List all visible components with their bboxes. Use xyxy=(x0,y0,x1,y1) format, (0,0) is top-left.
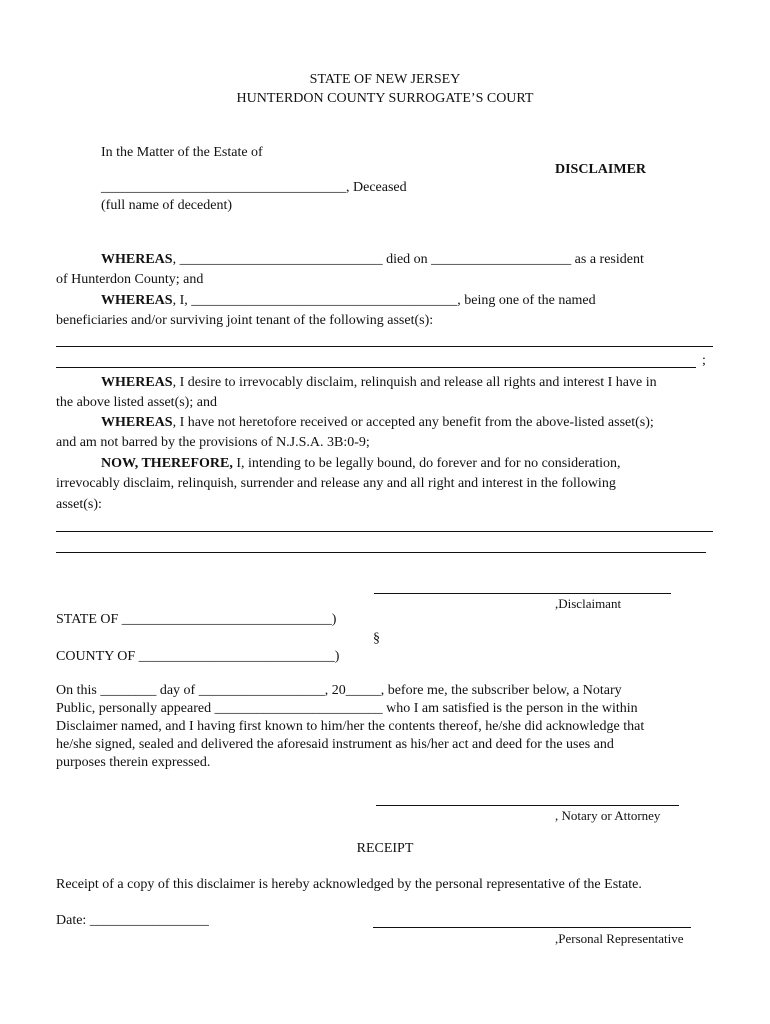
section-symbol: § xyxy=(373,631,380,646)
notary-paragraph-line-1[interactable]: On this ________ day of __________________, 20_____, before me, the subscriber below, a Notary xyxy=(56,683,622,698)
notary-paragraph-line-5: purposes therein expressed. xyxy=(56,755,211,770)
receipt-date-line[interactable]: Date: _________________ xyxy=(56,913,209,928)
notary-label: , Notary or Attorney xyxy=(555,808,661,823)
disclaimant-signature-line[interactable] xyxy=(374,593,671,594)
personal-representative-label: ,Personal Representative xyxy=(555,931,684,946)
whereas-clause-3-cont: the above listed asset(s); and xyxy=(56,395,217,410)
disclaimant-label: ,Disclaimant xyxy=(555,596,622,611)
whereas-text: , I desire to irrevocably disclaim, relinquish and release all rights and interest I have in xyxy=(172,375,657,390)
now-therefore-cont-1: irrevocably disclaim, relinquish, surrender and release any and all right and interest in the following xyxy=(56,476,616,491)
notary-paragraph-line-3: Disclaimer named, and I having first known to him/her the contents thereof, he/she did acknowledge that xyxy=(56,719,645,734)
whereas-clause-4 xyxy=(101,415,654,431)
whereas-lead: WHEREAS xyxy=(101,415,173,430)
disclaimed-asset-line-1[interactable] xyxy=(56,531,713,532)
notary-signature-line[interactable] xyxy=(376,805,679,806)
document-title: DISCLAIMER xyxy=(555,162,647,177)
whereas-lead: WHEREAS xyxy=(101,293,173,308)
whereas-text[interactable]: , I, ______________________________________, being one of the named xyxy=(172,293,596,308)
whereas-clause-1 xyxy=(101,252,644,268)
court-state-heading: STATE OF NEW JERSEY xyxy=(309,72,461,87)
whereas-clause-2 xyxy=(101,293,596,309)
decedent-name-note: (full name of decedent) xyxy=(101,198,232,213)
asset-line-semicolon: ; xyxy=(702,353,706,368)
whereas-clause-4-cont: and am not barred by the provisions of N.J.S.A. 3B:0-9; xyxy=(56,435,370,450)
whereas-clause-3 xyxy=(101,375,657,391)
venue-state-line[interactable]: STATE OF ______________________________) xyxy=(56,612,337,627)
receipt-text: Receipt of a copy of this disclaimer is hereby acknowledged by the personal representative of the Estate. xyxy=(56,877,642,892)
now-therefore-lead: NOW, THEREFORE, xyxy=(101,456,233,471)
decedent-name-line[interactable]: ___________________________________, Deceased xyxy=(101,180,407,195)
venue-county-line[interactable]: COUNTY OF ____________________________) xyxy=(56,649,340,664)
whereas-lead: WHEREAS xyxy=(101,252,173,267)
estate-matter-label: In the Matter of the Estate of xyxy=(101,145,263,160)
court-name-heading: HUNTERDON COUNTY SURROGATE’S COURT xyxy=(236,91,534,106)
whereas-clause-2-cont: beneficiaries and/or surviving joint tenant of the following asset(s): xyxy=(56,313,434,328)
whereas-text[interactable]: , _____________________________ died on ____________________ as a resident xyxy=(172,252,644,267)
now-therefore-text: I, intending to be legally bound, do forever and for no consideration, xyxy=(232,456,621,471)
notary-paragraph-line-4: he/she signed, sealed and delivered the aforesaid instrument as his/her act and deed for the uses and xyxy=(56,737,614,752)
personal-representative-signature-line[interactable] xyxy=(373,927,691,928)
whereas-clause-1-cont: of Hunterdon County; and xyxy=(56,272,204,287)
whereas-text: , I have not heretofore received or accepted any benefit from the above-listed asset(s); xyxy=(172,415,654,430)
now-therefore-clause xyxy=(101,456,621,472)
whereas-lead: WHEREAS xyxy=(101,375,173,390)
receipt-heading: RECEIPT xyxy=(356,841,414,856)
asset-blank-line-1[interactable] xyxy=(56,346,713,347)
asset-blank-line-2[interactable] xyxy=(56,367,696,368)
now-therefore-cont-2: asset(s): xyxy=(56,497,102,512)
disclaimed-asset-line-2[interactable] xyxy=(56,552,706,553)
notary-paragraph-line-2[interactable]: Public, personally appeared ________________________ who I am satisfied is the person in the within xyxy=(56,701,638,716)
